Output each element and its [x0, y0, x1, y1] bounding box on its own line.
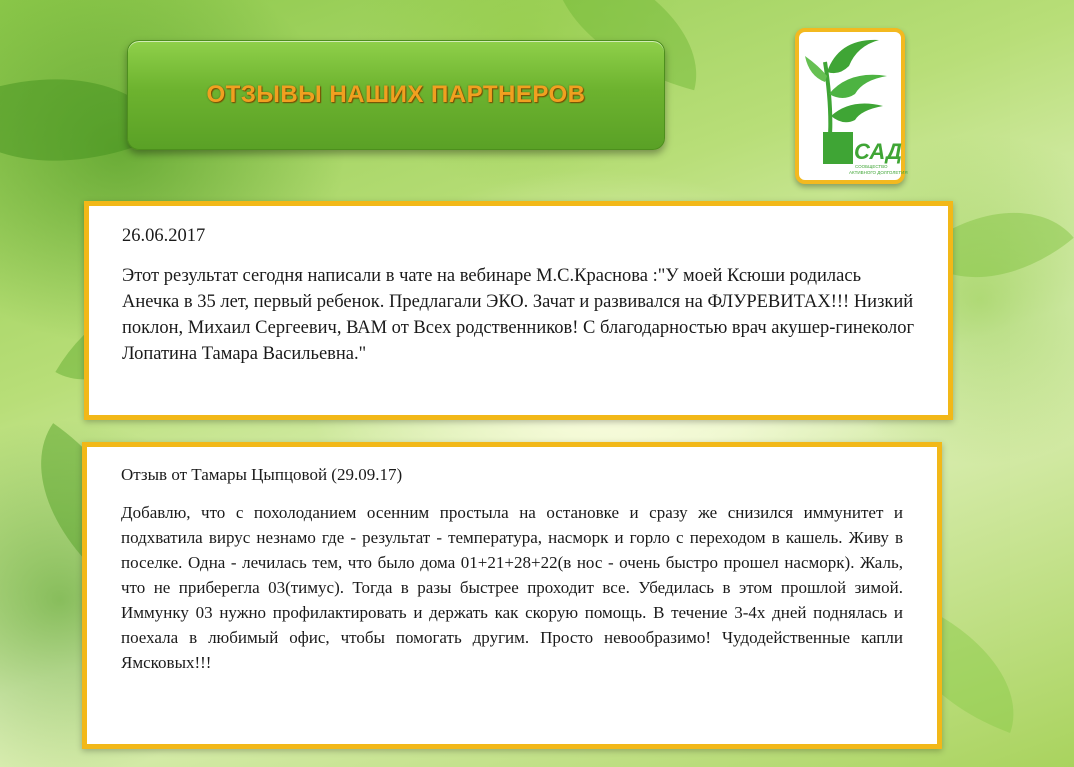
slide-title: ОТЗЫВЫ НАШИХ ПАРТНЕРОВ [206, 81, 586, 108]
sprout-logo-icon [799, 32, 908, 180]
review-text: Этот результат сегодня написали в чате на вебинаре М.С.Краснова :"У моей Ксюши родилась Анечка в 35 лет, первый ребенок. Предлагали ЭКО. Зачат и развивался на ФЛУРЕВИТАХ!!! Низкий поклон, Михаил Сергеевич, ВАМ от Всех родственников! С благодарностью врач акушер-гинеколог Лопатина Тамара Васильевна." [122, 266, 915, 364]
review-card-2 [82, 442, 942, 749]
review-date: 26.06.2017 [122, 226, 206, 246]
logo-text: САД [854, 139, 902, 164]
sad-logo [795, 28, 908, 184]
review-heading: Отзыв от Тамары Цыпцовой (29.09.17) [121, 465, 403, 484]
logo-subtitle-line1: СООБЩЕСТВО [855, 164, 888, 169]
slide-title-banner [127, 40, 665, 150]
review-text: Добавлю, что с похолоданием осенним простыла на остановке и сразу же снизился иммунитет и подхватила вирус незнамо где - результат - температура, насморк и горло с переходом в кашель. Живу в поселке. Одна - лечилась тем, что было дома 01+21+28+22(в нос - очень быстро прошел насморк). Жаль, что не приберегла 03(тимус). Тогда в разы быстрее проходит все. Убедилась в этом прошлой зимой. Иммунку 03 нужно профилактировать и держать как скорую помощь. В течение 3-4х дней поднялась и поехала в любимый офис, чтобы помогать другим. Просто невообразимо! Чудодейственные капли Ямсковых!!! [121, 503, 903, 672]
review-card-1 [84, 201, 953, 420]
logo-subtitle-line2: АКТИВНОГО ДОЛГОЛЕТИЯ [849, 170, 908, 175]
